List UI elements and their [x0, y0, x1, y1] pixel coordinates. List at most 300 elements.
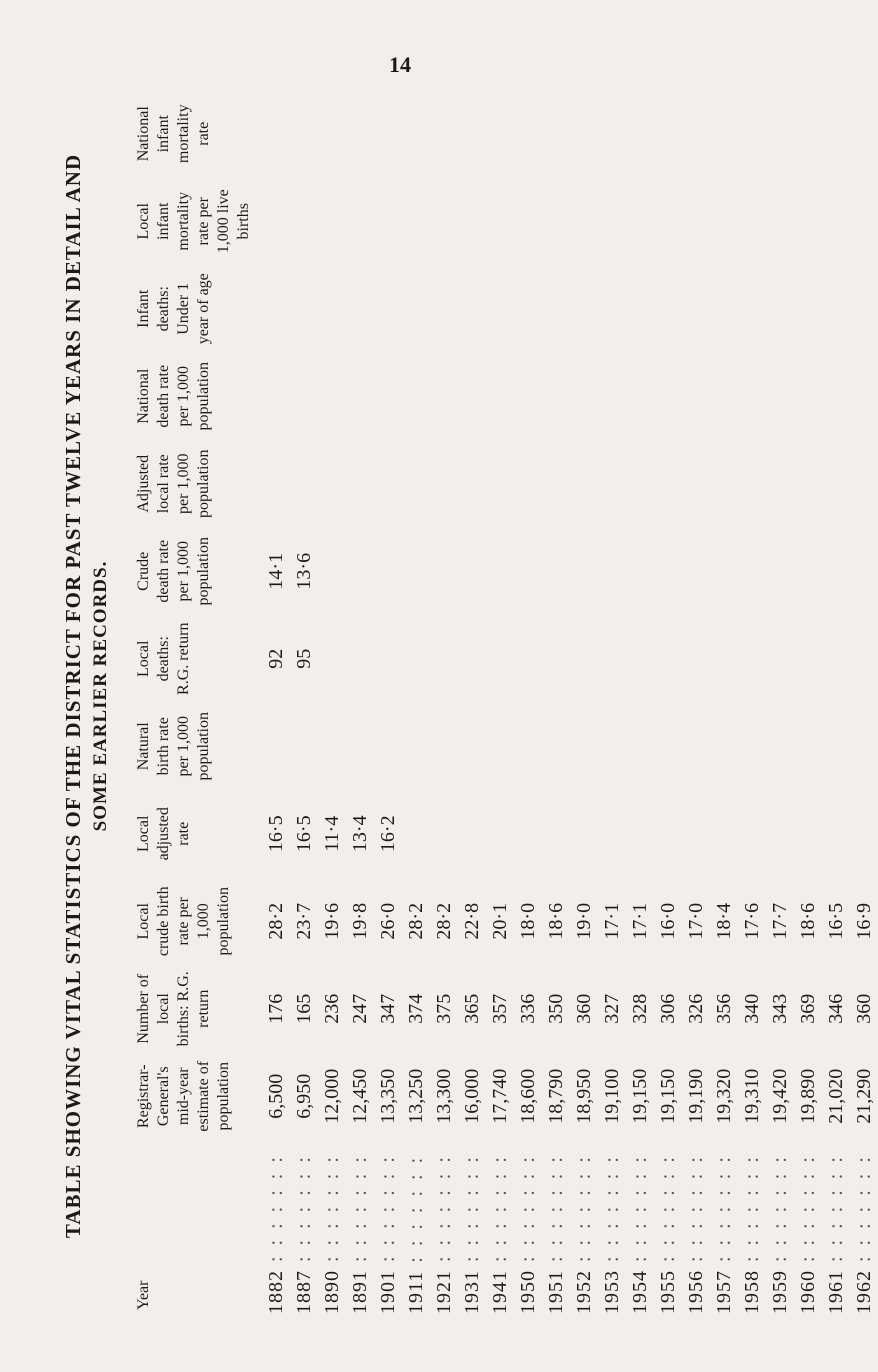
cell-adj-dr — [710, 440, 738, 528]
header-year: Year — [135, 1280, 152, 1310]
header-infant-deaths: Infant deaths: Under 1 year of age — [135, 273, 212, 345]
leader-dots: : : : : : : : — [376, 1154, 399, 1270]
cell-pop: 19,150 — [628, 1068, 651, 1124]
cell-inf-deaths — [514, 265, 542, 353]
cell-adj-br — [654, 790, 682, 878]
leader-dots: : : : : : : : — [712, 1154, 735, 1270]
year-cell — [850, 1140, 878, 1330]
cell-adj-br — [598, 790, 626, 878]
cell-deaths — [570, 615, 598, 703]
cell-ndr — [374, 353, 402, 441]
table-row — [262, 90, 290, 1330]
cell-local-imr — [318, 178, 346, 266]
cell-deaths — [598, 615, 626, 703]
cell-pop: 13,250 — [404, 1068, 427, 1124]
table-row — [318, 90, 346, 1330]
table-row — [402, 90, 430, 1330]
cell-nat-imr — [850, 90, 878, 178]
cell-pop: 19,310 — [740, 1068, 763, 1124]
cell-nat-imr — [346, 90, 374, 178]
cell-adj-br — [850, 790, 878, 878]
leader-dots: : : : : : : : — [488, 1154, 511, 1270]
year-cell — [794, 1140, 822, 1330]
cell-adj-br — [794, 790, 822, 878]
year-value: 1901 — [376, 1270, 399, 1314]
cell-cbr: 17·0 — [684, 902, 707, 940]
year-value: 1959 — [768, 1270, 791, 1314]
cell-nat-imr — [766, 90, 794, 178]
title-line-2: SOME EARLIER RECORDS. — [90, 560, 111, 832]
cell-pop: 18,950 — [572, 1068, 595, 1124]
cell-inf-deaths — [430, 265, 458, 353]
year-value: 1962 — [852, 1270, 875, 1314]
cell-adj-dr — [850, 440, 878, 528]
leader-dots: : : : : : : : — [852, 1154, 875, 1270]
cell-inf-deaths — [570, 265, 598, 353]
cell-deaths — [766, 615, 794, 703]
cell-nat-imr — [318, 90, 346, 178]
cell-pop: 19,320 — [712, 1068, 735, 1124]
cell-nat-imr — [654, 90, 682, 178]
cell-adj-br — [402, 790, 430, 878]
cell-deaths — [542, 615, 570, 703]
header-adjusted-birth-rate: Local adjusted rate — [135, 807, 192, 861]
cell-pop: 18,600 — [516, 1068, 539, 1124]
table-row — [738, 90, 766, 1330]
cell-deaths: 92 — [264, 648, 287, 669]
cell-births: 350 — [544, 993, 567, 1024]
cell-inf-deaths — [738, 265, 766, 353]
year-cell — [346, 1140, 374, 1330]
cell-nat-imr — [430, 90, 458, 178]
year-value: 1941 — [488, 1270, 511, 1314]
cell-cbr: 26·0 — [376, 902, 399, 940]
cell-ndr — [850, 353, 878, 441]
cell-births: 247 — [348, 993, 371, 1024]
cell-ndr — [318, 353, 346, 441]
cell-ndr — [682, 353, 710, 441]
year-cell — [486, 1140, 514, 1330]
cell-nat-imr — [514, 90, 542, 178]
cell-pop: 18,790 — [544, 1068, 567, 1124]
cell-deaths — [654, 615, 682, 703]
table-row — [346, 90, 374, 1330]
cell-inf-deaths — [654, 265, 682, 353]
cell-births: 347 — [376, 993, 399, 1024]
cell-adj-dr — [290, 440, 318, 528]
cell-local-imr — [654, 178, 682, 266]
cell-cbr: 28·2 — [432, 902, 455, 940]
year-value: 1882 — [264, 1270, 287, 1314]
cell-adj-dr — [654, 440, 682, 528]
cell-pop: 19,890 — [796, 1068, 819, 1124]
cell-nat-imr — [626, 90, 654, 178]
cell-births: 236 — [320, 993, 343, 1024]
year-value: 1961 — [824, 1270, 847, 1314]
cell-cbr: 28·2 — [404, 902, 427, 940]
cell-cbr: 17·6 — [740, 902, 763, 940]
cell-ndr — [710, 353, 738, 441]
cell-nbr — [682, 703, 710, 791]
cell-local-imr — [542, 178, 570, 266]
table-header-row — [130, 90, 262, 1330]
year-cell — [458, 1140, 486, 1330]
year-value: 1911 — [404, 1270, 427, 1314]
cell-cbr: 18·6 — [796, 902, 819, 940]
vital-statistics-table — [130, 90, 878, 1330]
year-value: 1931 — [460, 1270, 483, 1314]
cell-local-imr — [822, 178, 850, 266]
table-row — [514, 90, 542, 1330]
cell-adj-dr — [346, 440, 374, 528]
cell-inf-deaths — [598, 265, 626, 353]
cell-deaths — [402, 615, 430, 703]
cell-adj-dr — [374, 440, 402, 528]
cell-nbr — [514, 703, 542, 791]
table-row — [598, 90, 626, 1330]
cell-ndr — [598, 353, 626, 441]
cell-inf-deaths — [458, 265, 486, 353]
cell-cbr: 22·8 — [460, 902, 483, 940]
leader-dots: : : : : : : : — [768, 1154, 791, 1270]
cell-cdr — [738, 528, 766, 616]
cell-deaths — [430, 615, 458, 703]
cell-births: 356 — [712, 993, 735, 1024]
cell-adj-br: 16·2 — [376, 815, 399, 853]
table-row — [654, 90, 682, 1330]
cell-adj-br — [514, 790, 542, 878]
cell-ndr — [766, 353, 794, 441]
cell-nat-imr — [458, 90, 486, 178]
cell-adj-dr — [598, 440, 626, 528]
cell-pop: 19,150 — [656, 1068, 679, 1124]
table-row — [766, 90, 794, 1330]
cell-cbr: 17·7 — [768, 902, 791, 940]
leader-dots: : : : : : : : — [292, 1154, 315, 1270]
cell-cdr — [822, 528, 850, 616]
cell-local-imr — [598, 178, 626, 266]
cell-local-imr — [682, 178, 710, 266]
cell-adj-br — [682, 790, 710, 878]
cell-adj-dr — [822, 440, 850, 528]
year-value: 1891 — [348, 1270, 371, 1314]
cell-pop: 21,020 — [824, 1068, 847, 1124]
cell-nbr — [346, 703, 374, 791]
cell-deaths — [822, 615, 850, 703]
table-row — [794, 90, 822, 1330]
cell-local-imr — [738, 178, 766, 266]
cell-nat-imr — [542, 90, 570, 178]
year-cell — [542, 1140, 570, 1330]
cell-local-imr — [794, 178, 822, 266]
cell-cdr: 14·1 — [264, 552, 287, 590]
cell-nbr — [850, 703, 878, 791]
cell-cdr — [542, 528, 570, 616]
cell-cdr — [654, 528, 682, 616]
year-value: 1956 — [684, 1270, 707, 1314]
cell-local-imr — [850, 178, 878, 266]
cell-cbr: 17·1 — [600, 902, 623, 940]
cell-cdr — [570, 528, 598, 616]
cell-pop: 12,000 — [320, 1068, 343, 1124]
leader-dots: : : : : : : : — [740, 1154, 763, 1270]
cell-pop: 21,290 — [852, 1068, 875, 1124]
cell-ndr — [822, 353, 850, 441]
cell-inf-deaths — [262, 265, 290, 353]
year-cell — [654, 1140, 682, 1330]
cell-cbr: 19·0 — [572, 902, 595, 940]
cell-deaths — [318, 615, 346, 703]
year-cell — [738, 1140, 766, 1330]
cell-cbr: 19·6 — [320, 902, 343, 940]
cell-adj-dr — [458, 440, 486, 528]
year-value: 1890 — [320, 1270, 343, 1314]
cell-nat-imr — [290, 90, 318, 178]
cell-inf-deaths — [402, 265, 430, 353]
leader-dots: : : : : : : : — [544, 1154, 567, 1270]
cell-pop: 6,500 — [264, 1073, 287, 1119]
cell-adj-br: 11·4 — [320, 815, 343, 852]
leader-dots: : : : : : : : — [684, 1154, 707, 1270]
cell-nbr — [542, 703, 570, 791]
year-cell — [262, 1140, 290, 1330]
cell-births: 369 — [796, 993, 819, 1024]
cell-pop: 12,450 — [348, 1068, 371, 1124]
cell-inf-deaths — [290, 265, 318, 353]
cell-adj-br — [486, 790, 514, 878]
cell-ndr — [290, 353, 318, 441]
leader-dots: : : : : : : : — [348, 1154, 371, 1270]
year-value: 1955 — [656, 1270, 679, 1314]
cell-births: 357 — [488, 993, 511, 1024]
cell-adj-br — [542, 790, 570, 878]
header-national-birth-rate: Natural birth rate per 1,000 population — [135, 712, 212, 781]
cell-adj-br — [458, 790, 486, 878]
cell-cbr: 19·8 — [348, 902, 371, 940]
cell-adj-br — [430, 790, 458, 878]
cell-births: 375 — [432, 993, 455, 1024]
cell-cdr — [430, 528, 458, 616]
cell-inf-deaths — [346, 265, 374, 353]
header-deaths: Local deaths: R.G. return — [135, 622, 192, 695]
table-row — [374, 90, 402, 1330]
cell-cdr — [486, 528, 514, 616]
cell-ndr — [738, 353, 766, 441]
cell-adj-dr — [738, 440, 766, 528]
cell-cbr: 16·9 — [852, 902, 875, 940]
leader-dots: : : : : : : : — [516, 1154, 539, 1270]
cell-adj-dr — [402, 440, 430, 528]
cell-inf-deaths — [682, 265, 710, 353]
year-cell — [626, 1140, 654, 1330]
cell-local-imr — [766, 178, 794, 266]
cell-births: 365 — [460, 993, 483, 1024]
year-value: 1887 — [292, 1270, 315, 1314]
leader-dots: : : : : : : : — [600, 1154, 623, 1270]
cell-nbr — [794, 703, 822, 791]
cell-ndr — [430, 353, 458, 441]
cell-adj-dr — [262, 440, 290, 528]
cell-cdr — [598, 528, 626, 616]
cell-adj-br — [766, 790, 794, 878]
year-value: 1953 — [600, 1270, 623, 1314]
leader-dots: : : : : : : : — [572, 1154, 595, 1270]
cell-inf-deaths — [794, 265, 822, 353]
cell-births: 374 — [404, 993, 427, 1024]
cell-cdr — [514, 528, 542, 616]
year-value: 1960 — [796, 1270, 819, 1314]
cell-local-imr — [458, 178, 486, 266]
cell-ndr — [542, 353, 570, 441]
cell-adj-br: 16·5 — [264, 815, 287, 853]
cell-nat-imr — [710, 90, 738, 178]
cell-births: 328 — [628, 993, 651, 1024]
cell-inf-deaths — [486, 265, 514, 353]
cell-deaths — [710, 615, 738, 703]
cell-cbr: 17·1 — [628, 902, 651, 940]
year-cell — [598, 1140, 626, 1330]
cell-local-imr — [570, 178, 598, 266]
cell-nat-imr — [402, 90, 430, 178]
leader-dots: : : : : : : : — [824, 1154, 847, 1270]
year-value: 1954 — [628, 1270, 651, 1314]
header-crude-death-rate: Crude death rate per 1,000 population — [135, 537, 212, 606]
cell-inf-deaths — [710, 265, 738, 353]
cell-local-imr — [626, 178, 654, 266]
cell-ndr — [570, 353, 598, 441]
cell-births: 360 — [852, 993, 875, 1024]
header-national-infant-mortality: National infant mortality rate — [135, 104, 212, 164]
header-national-death-rate: National death rate per 1,000 population — [135, 362, 212, 431]
cell-nbr — [626, 703, 654, 791]
cell-nat-imr — [682, 90, 710, 178]
cell-births: 336 — [516, 993, 539, 1024]
cell-inf-deaths — [822, 265, 850, 353]
cell-cbr: 20·1 — [488, 902, 511, 940]
cell-deaths — [738, 615, 766, 703]
year-cell — [374, 1140, 402, 1330]
cell-nbr — [822, 703, 850, 791]
title-line-1: TABLE SHOWING VITAL STATISTICS OF THE DISTRICT FOR PAST TWELVE YEARS IN DETAIL AND — [61, 153, 85, 1239]
header-local-infant-mortality: Local infant mortality rate per 1,000 live births — [135, 189, 252, 254]
cell-local-imr — [402, 178, 430, 266]
year-value: 1957 — [712, 1270, 735, 1314]
cell-pop: 19,100 — [600, 1068, 623, 1124]
cell-deaths — [458, 615, 486, 703]
year-value: 1952 — [572, 1270, 595, 1314]
cell-deaths: 95 — [292, 648, 315, 669]
cell-inf-deaths — [374, 265, 402, 353]
cell-nat-imr — [374, 90, 402, 178]
year-cell — [290, 1140, 318, 1330]
cell-deaths — [794, 615, 822, 703]
cell-adj-br: 16·5 — [292, 815, 315, 853]
cell-inf-deaths — [318, 265, 346, 353]
cell-cbr: 18·0 — [516, 902, 539, 940]
year-cell — [402, 1140, 430, 1330]
cell-adj-br — [570, 790, 598, 878]
cell-nat-imr — [598, 90, 626, 178]
table-body — [262, 90, 878, 1330]
year-cell — [570, 1140, 598, 1330]
leader-dots: : : : : : : : — [628, 1154, 651, 1270]
table-row — [822, 90, 850, 1330]
cell-births: 327 — [600, 993, 623, 1024]
table-row — [682, 90, 710, 1330]
cell-cdr — [766, 528, 794, 616]
cell-deaths — [514, 615, 542, 703]
cell-nbr — [262, 703, 290, 791]
cell-births: 176 — [264, 993, 287, 1024]
cell-nat-imr — [794, 90, 822, 178]
year-cell — [430, 1140, 458, 1330]
cell-nat-imr — [486, 90, 514, 178]
cell-cdr — [626, 528, 654, 616]
cell-pop: 16,000 — [460, 1068, 483, 1124]
cell-local-imr — [710, 178, 738, 266]
cell-nbr — [654, 703, 682, 791]
leader-dots: : : : : : : : — [432, 1154, 455, 1270]
cell-adj-br — [738, 790, 766, 878]
cell-ndr — [626, 353, 654, 441]
cell-cdr — [794, 528, 822, 616]
cell-ndr — [486, 353, 514, 441]
cell-nbr — [458, 703, 486, 791]
header-population: Registrar-General's mid-year estimate of population — [135, 1060, 232, 1132]
cell-adj-dr — [626, 440, 654, 528]
cell-cbr: 16·0 — [656, 902, 679, 940]
cell-nat-imr — [262, 90, 290, 178]
cell-cdr — [346, 528, 374, 616]
header-births: Number of local births: R.G. return — [135, 971, 212, 1047]
cell-adj-br — [822, 790, 850, 878]
cell-pop: 19,420 — [768, 1068, 791, 1124]
table-row — [570, 90, 598, 1330]
cell-cbr: 16·5 — [824, 902, 847, 940]
cell-births: 340 — [740, 993, 763, 1024]
cell-cdr — [710, 528, 738, 616]
cell-nat-imr — [570, 90, 598, 178]
cell-local-imr — [514, 178, 542, 266]
cell-adj-dr — [570, 440, 598, 528]
cell-ndr — [654, 353, 682, 441]
cell-deaths — [374, 615, 402, 703]
cell-ndr — [794, 353, 822, 441]
table-row — [850, 90, 878, 1330]
cell-local-imr — [430, 178, 458, 266]
cell-births: 165 — [292, 993, 315, 1024]
cell-deaths — [626, 615, 654, 703]
cell-nbr — [486, 703, 514, 791]
year-value: 1950 — [516, 1270, 539, 1314]
cell-nat-imr — [738, 90, 766, 178]
cell-cdr — [682, 528, 710, 616]
cell-adj-dr — [542, 440, 570, 528]
cell-cbr: 18·4 — [712, 902, 735, 940]
cell-births: 346 — [824, 993, 847, 1024]
year-value: 1958 — [740, 1270, 763, 1314]
year-cell — [514, 1140, 542, 1330]
cell-pop: 17,740 — [488, 1068, 511, 1124]
cell-nbr — [598, 703, 626, 791]
cell-cdr — [402, 528, 430, 616]
cell-deaths — [346, 615, 374, 703]
cell-local-imr — [374, 178, 402, 266]
cell-births: 343 — [768, 993, 791, 1024]
cell-ndr — [514, 353, 542, 441]
cell-cbr: 23·7 — [292, 902, 315, 940]
leader-dots: : : : : : : : — [404, 1154, 427, 1271]
